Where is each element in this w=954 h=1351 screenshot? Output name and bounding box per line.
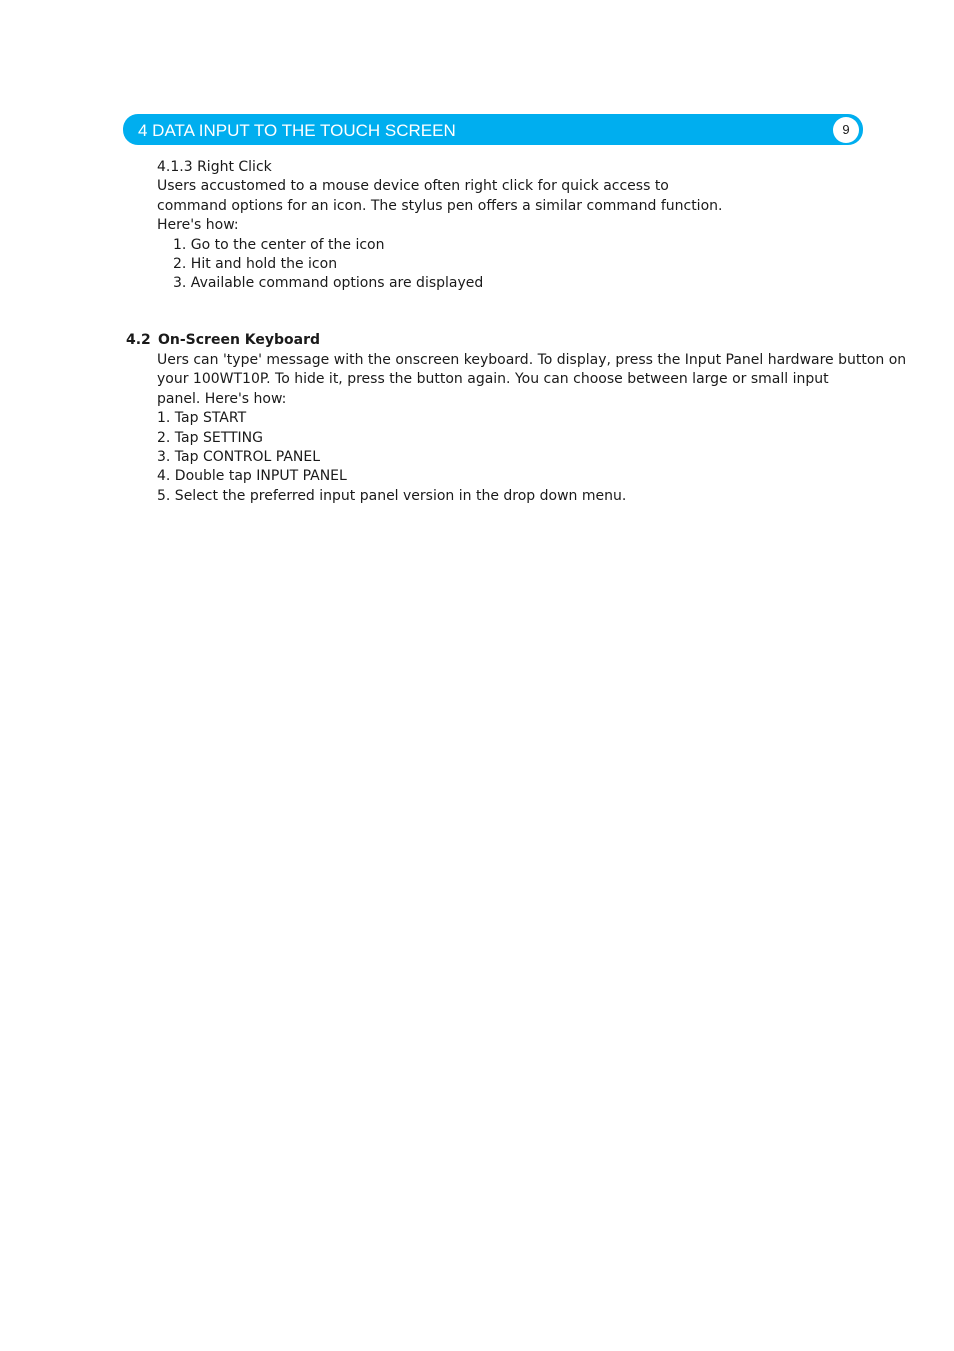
section-4-2-body [157,351,906,506]
step-item: 3. Tap CONTROL PANEL [157,449,321,466]
paragraph-line: command options for an icon. The stylus pen offers a similar command function. [157,197,723,214]
page-number-badge: 9 [833,117,859,143]
step-item: 1. Go to the center of the icon [173,236,385,253]
step-item: 4. Double tap INPUT PANEL [157,468,347,485]
chapter-header-bar [123,114,863,145]
paragraph-line: Uers can 'type' message with the onscreen keyboard. To display, press the Input Panel hardware button on [157,352,907,368]
step-item: 1. Tap START [157,410,247,427]
step-item: 5. Select the preferred input panel version in the drop down menu. [157,487,627,504]
step-item: 2. Tap SETTING [157,429,263,446]
section-heading-4-2 [126,331,320,350]
paragraph-line: your 100WT10P. To hide it, press the button again. You can choose between large or small input [157,371,829,388]
section-number: 4.2 [126,332,151,348]
paragraph-line: panel. Here's how: [157,390,287,407]
chapter-title: 4 DATA INPUT TO THE TOUCH SCREEN [138,121,456,140]
step-item: 2. Hit and hold the icon [173,256,338,273]
paragraph-line: Here's how: [157,217,239,234]
step-item: 3. Available command options are displayed [173,275,484,292]
paragraph-line: Users accustomed to a mouse device often right click for quick access to [157,178,669,195]
section-title: On-Screen Keyboard [158,332,321,348]
section-4-1-3 [157,158,722,294]
subsection-heading: 4.1.3 Right Click [157,159,272,175]
